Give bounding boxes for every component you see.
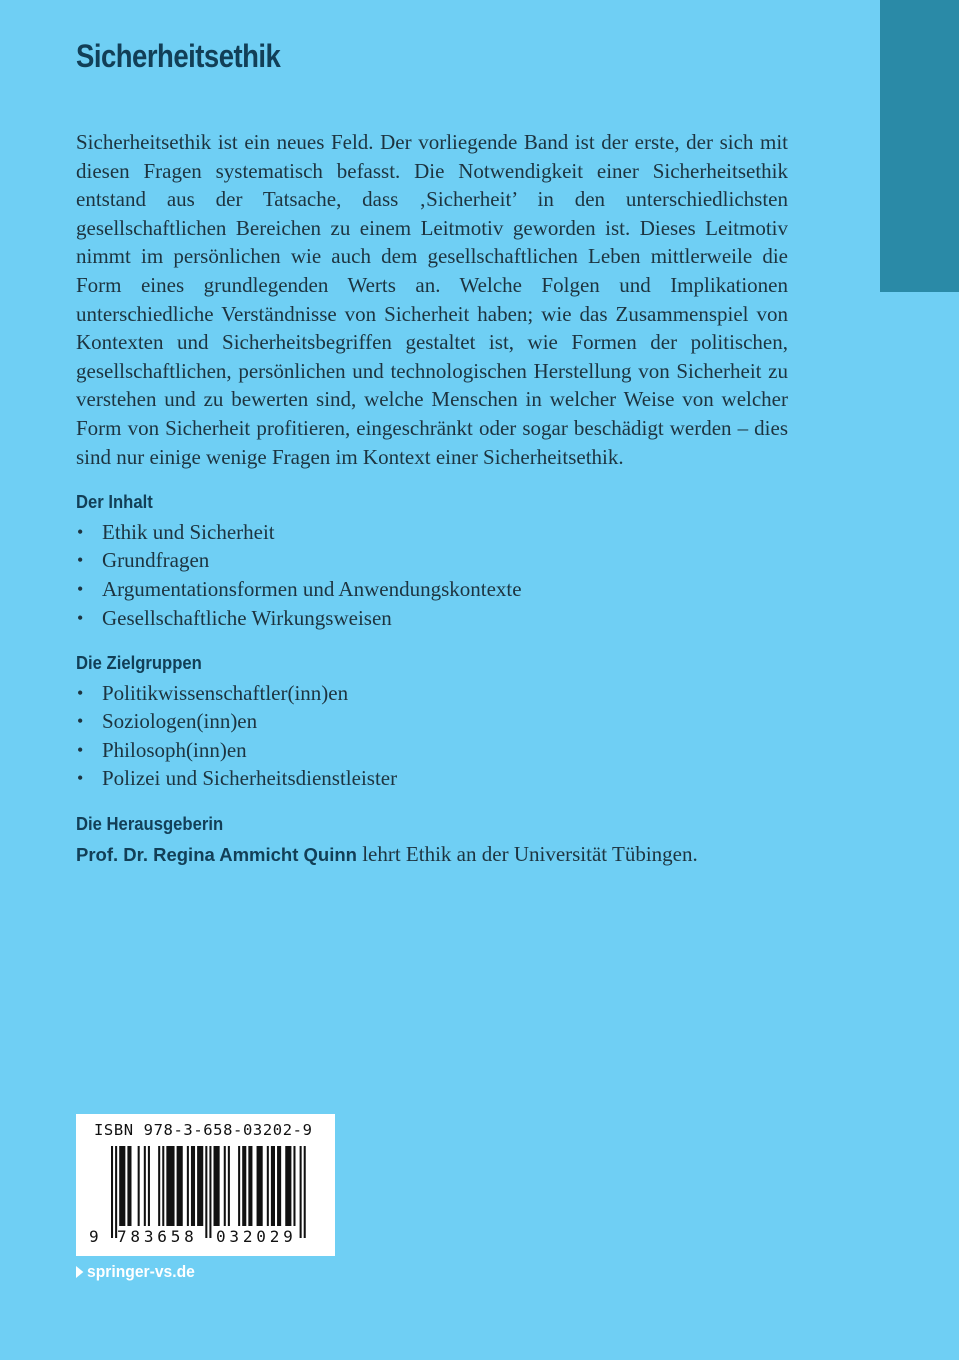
barcode-bar bbox=[177, 1146, 183, 1226]
barcode-bar bbox=[205, 1146, 207, 1238]
list-item bbox=[76, 764, 788, 793]
barcode-bar bbox=[187, 1146, 189, 1226]
barcode-bar bbox=[257, 1146, 263, 1226]
list-item bbox=[76, 546, 788, 575]
list-item-text: Philosoph(inn)en bbox=[102, 737, 247, 762]
arrow-right-icon bbox=[76, 1266, 83, 1278]
bullet-icon: • bbox=[77, 550, 84, 571]
barcode-bar bbox=[238, 1146, 240, 1226]
publisher-link[interactable] bbox=[76, 1262, 195, 1282]
list-item-text: Argumentationsformen und Anwendungskontexte bbox=[102, 576, 522, 601]
barcode-bar bbox=[271, 1146, 275, 1226]
isbn-barcode bbox=[76, 1114, 335, 1256]
barcode-bar bbox=[158, 1146, 160, 1226]
inhalt-heading: Der Inhalt bbox=[76, 491, 153, 513]
bullet-icon: • bbox=[77, 739, 84, 760]
barcode-bar bbox=[166, 1146, 174, 1226]
list-item-text: Ethik und Sicherheit bbox=[102, 519, 275, 544]
barcode-bar bbox=[242, 1146, 246, 1226]
barcode-bar bbox=[148, 1146, 150, 1226]
inhalt-list bbox=[76, 518, 788, 632]
list-item bbox=[76, 604, 788, 633]
barcode-bar bbox=[162, 1146, 164, 1226]
publisher-url[interactable]: springer-vs.de bbox=[87, 1262, 195, 1281]
list-item-text: Grundfragen bbox=[102, 548, 210, 573]
zielgruppen-heading: Die Zielgruppen bbox=[76, 652, 202, 674]
barcode-bar bbox=[214, 1146, 220, 1226]
list-item-text: Soziologen(inn)en bbox=[102, 709, 258, 734]
barcode-bar bbox=[191, 1146, 195, 1226]
barcode-bar bbox=[277, 1146, 281, 1226]
bullet-icon: • bbox=[77, 682, 84, 703]
bullet-icon: • bbox=[77, 521, 84, 542]
barcode-bar bbox=[115, 1146, 117, 1238]
list-item bbox=[76, 518, 788, 547]
ean-first-digit: 9 bbox=[89, 1227, 103, 1246]
list-item bbox=[76, 679, 788, 708]
barcode-bar bbox=[248, 1146, 252, 1226]
barcode-bar bbox=[119, 1146, 125, 1226]
list-item-text: Polizei und Sicherheitsdienstleister bbox=[102, 766, 398, 791]
barcode-bar bbox=[285, 1146, 291, 1226]
barcode-bar bbox=[209, 1146, 211, 1238]
zielgruppen-list bbox=[76, 679, 788, 793]
list-item bbox=[76, 736, 788, 765]
back-cover-content bbox=[76, 128, 788, 869]
barcode-bar bbox=[300, 1146, 302, 1238]
barcode-bar bbox=[267, 1146, 269, 1226]
barcode-bar bbox=[304, 1146, 306, 1238]
barcode-bar bbox=[293, 1146, 295, 1226]
barcode-bar bbox=[224, 1146, 226, 1226]
bullet-icon: • bbox=[77, 578, 84, 599]
isbn-label: ISBN 978-3-658-03202-9 bbox=[94, 1121, 313, 1139]
barcode-bar bbox=[111, 1146, 113, 1238]
barcode-bar bbox=[228, 1146, 230, 1226]
book-title: Sicherheitsethik bbox=[76, 38, 281, 74]
bullet-icon: • bbox=[77, 711, 84, 732]
editor-line bbox=[76, 840, 788, 870]
editor-name: Prof. Dr. Regina Ammicht Quinn bbox=[76, 843, 357, 865]
corner-accent-bar bbox=[880, 0, 959, 292]
barcode-bar bbox=[127, 1146, 131, 1226]
barcode-bar bbox=[197, 1146, 203, 1226]
herausgeberin-heading: Die Herausgeberin bbox=[76, 813, 224, 835]
barcode-bar bbox=[144, 1146, 146, 1226]
editor-description: lehrt Ethik an der Universität Tübingen. bbox=[356, 841, 698, 866]
list-item bbox=[76, 575, 788, 604]
bullet-icon: • bbox=[77, 607, 84, 628]
ean-right-digits: 032029 bbox=[216, 1227, 297, 1246]
list-item bbox=[76, 707, 788, 736]
bullet-icon: • bbox=[77, 768, 84, 789]
ean-left-digits: 783658 bbox=[117, 1227, 198, 1246]
barcode-bar bbox=[138, 1146, 140, 1226]
list-item-text: Politikwissenschaftler(inn)en bbox=[102, 680, 349, 705]
intro-paragraph: Sicherheitsethik ist ein neues Feld. Der vorliegende Band ist der erste, der sich mit diesen Fragen systematisch befasst. Die Notwendigkeit einer Sicherheitsethik entstand aus der Tatsache, dass ‚Sicherheit’ in den unterschiedlichsten gesellschaftlichen Bereichen zu einem Leitmotiv geworden ist. Dieses Leitmotiv nimmt im persönlichen wie auch dem gesellschaftlichen Leben mittlerweile die Form eines grundlegenden Werts an. Welche Folgen und Implikationen unterschiedliche Verständnisse von Sicherheit haben; wie das Zusammenspiel von Kontexten und Sicherheitsbegriffen gestaltet ist, wie Formen der politischen, gesellschaftlichen, persönlichen und technologischen Herstellung von Sicherheit zu verstehen und zu bewerten sind, welche Menschen in welcher Weise von welcher Form von Sicherheit profitieren, eingeschränkt oder sogar beschädigt werden – dies sind nur einige wenige Fragen im Kontext einer Sicherheitsethik. bbox=[76, 130, 788, 469]
list-item-text: Gesellschaftliche Wirkungsweisen bbox=[102, 605, 392, 630]
